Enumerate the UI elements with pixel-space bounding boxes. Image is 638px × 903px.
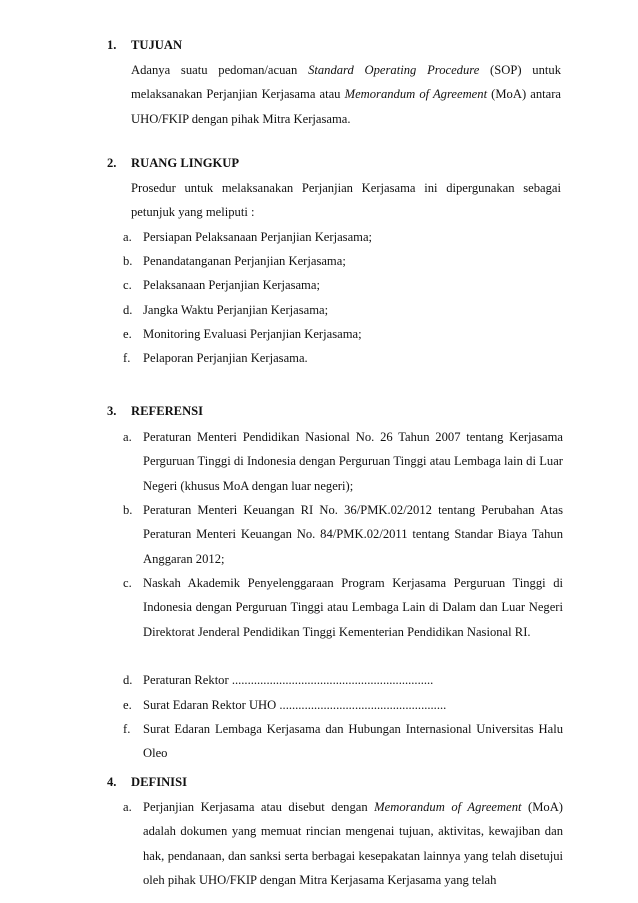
section-2-title: RUANG LINGKUP [131, 156, 240, 170]
list-item: f. Surat Edaran Lembaga Kerjasama dan Hubungan Internasional Universitas Halu Oleo [123, 722, 563, 761]
section-4-heading [107, 774, 187, 790]
list-item: a. Persiapan Pelaksanaan Perjanjian Kerjasama; [123, 230, 373, 244]
list-item: c. Naskah Akademik Penyelenggaraan Program Kerjasama Perguruan Tinggi di Indonesia dengan Perguruan Tinggi atau Lembaga Lain di Dalam dan Luar Negeri Direktorat Jenderal Pendidikan Tinggi Kementerian Pendidikan Nasional RI. [123, 576, 563, 639]
definition-a-text: Perjanjian Kerjasama atau disebut dengan Memorandum of Agreement (MoA) adalah dokumen yang memuat rincian mengenai tujuan, aktivitas, kewajiban dan hak, pendanaan, dan sanksi serta berbagai kesepakatan lainnya yang telah disetujui oleh pihak UHO/FKIP dengan Mitra Kerjasama Kerjasama yang telah [143, 800, 563, 888]
section-3-title: REFERENSI [131, 404, 204, 418]
list-item: c. Pelaksanaan Perjanjian Kerjasama; [123, 278, 320, 292]
section-2-intro: Prosedur untuk melaksanakan Perjanjian Kerjasama ini dipergunakan sebagai petunjuk yang meliputi : [131, 181, 561, 220]
section-1-heading [107, 37, 182, 53]
section-2-heading [107, 155, 239, 171]
section-3-heading [107, 403, 203, 419]
list-item: e. Monitoring Evaluasi Perjanjian Kerjasama; [123, 327, 362, 341]
section-1-title: TUJUAN [131, 38, 183, 52]
section-2-number: 2. [107, 156, 117, 170]
section-1-number: 1. [107, 38, 117, 52]
section-1-paragraph [131, 58, 561, 131]
section-1-text-a: Adanya suatu pedoman/acuan [131, 63, 309, 77]
list-item: a. Perjanjian Kerjasama atau disebut dengan Memorandum of Agreement (MoA) adalah dokumen yang memuat rincian mengenai tujuan, aktivitas, kewajiban dan hak, pendanaan, dan sanksi serta berbagai kesepakatan lainnya yang telah disetujui oleh pihak UHO/FKIP dengan Mitra Kerjasama Kerjasama yang telah [123, 795, 563, 893]
list-item: b. Penandatanganan Perjanjian Kerjasama; [123, 254, 346, 268]
list-item: b. Peraturan Menteri Keuangan RI No. 36/PMK.02/2012 tentang Perubahan Atas Peraturan Menteri Keuangan No. 84/PMK.02/2011 tentang Standar Biaya Tahun Anggaran 2012; [123, 503, 563, 566]
section-1-italic-moa: Memorandum of Agreement [344, 87, 488, 102]
section-3-number: 3. [107, 404, 117, 418]
section-1-text-c: (MoA) antara UHO/FKIP dengan pihak Mitra Kerjasama. [131, 87, 561, 126]
list-item: d. Peraturan Rektor ................................................................ [123, 673, 434, 687]
section-4-title: DEFINISI [131, 775, 187, 789]
list-item: a. Peraturan Menteri Pendidikan Nasional No. 26 Tahun 2007 tentang Kerjasama Perguruan Tinggi di Indonesia dengan Perguruan Tinggi atau Lembaga lain di Luar Negeri (khusus MoA dengan luar negeri); [123, 430, 563, 493]
section-1-text-b: (SOP) untuk melaksanakan Perjanjian Kerjasama atau [131, 63, 561, 102]
list-item: f. Pelaporan Perjanjian Kerjasama. [123, 351, 308, 365]
section-1-italic-sop: Standard Operating Procedure [308, 63, 480, 77]
list-item: d. Jangka Waktu Perjanjian Kerjasama; [123, 303, 329, 317]
section-4-number: 4. [107, 775, 117, 789]
list-item: e. Surat Edaran Rektor UHO ..................................................... [123, 698, 447, 712]
